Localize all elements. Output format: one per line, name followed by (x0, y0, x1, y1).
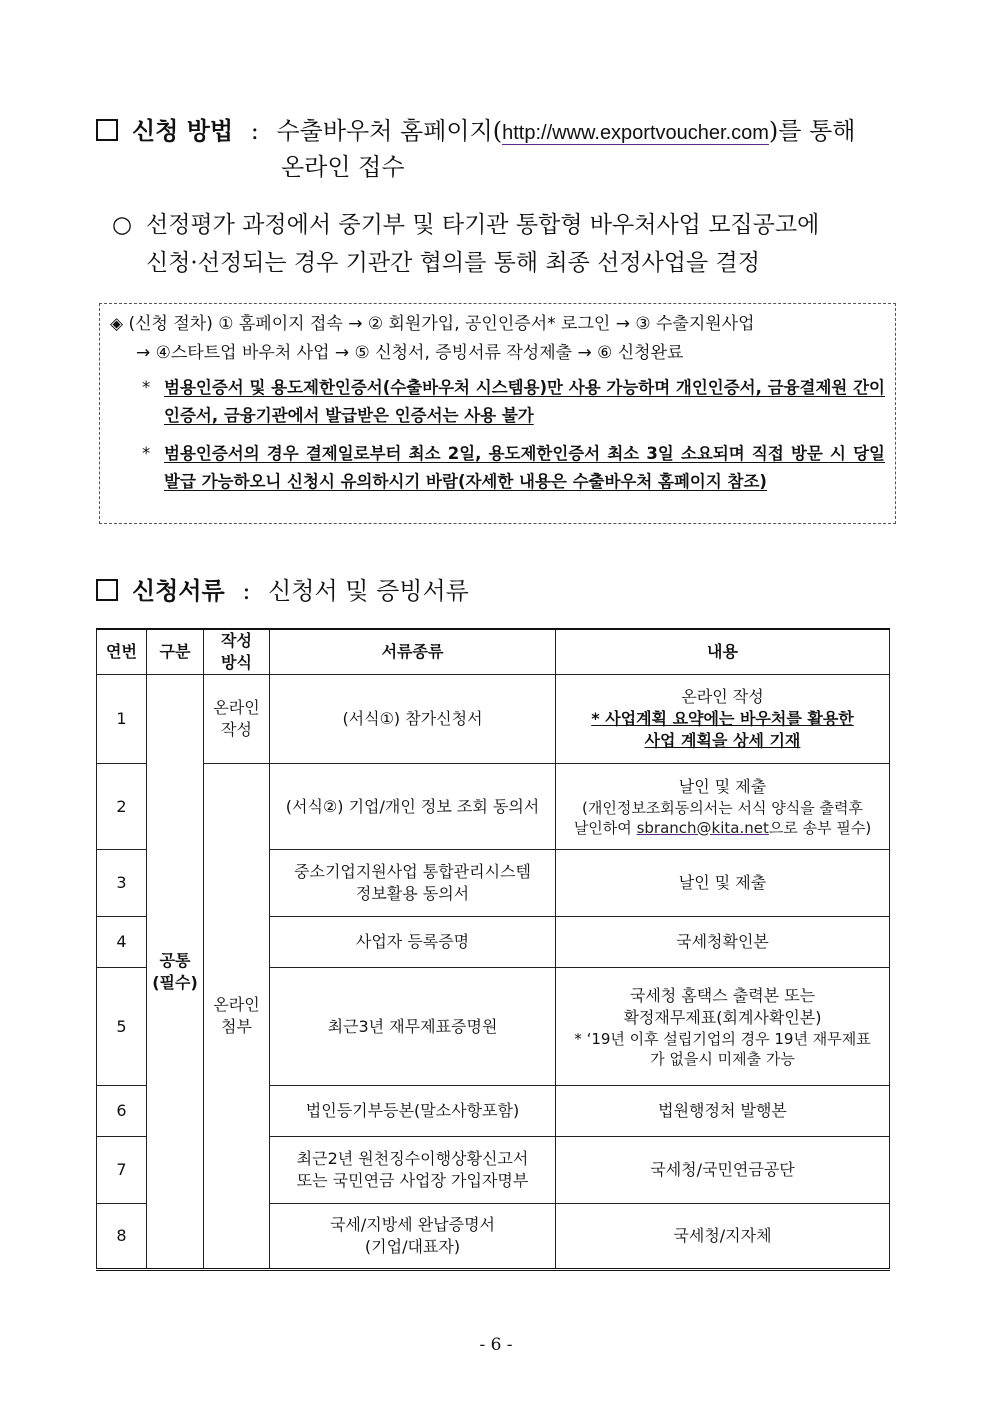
doc-name: 최근3년 재무제표증명원 (270, 968, 556, 1086)
procedure-box (99, 303, 896, 524)
doc-content: 국세청/지자체 (556, 1204, 890, 1270)
header-doc-type: 서류종류 (270, 629, 556, 675)
doc-content: 국세청 홈택스 출력본 또는 확정재무제표(회계사확인본) * ‘19년 이후 설립기업의 경우 19년 재무제표가 없을시 미제출 가능 (556, 968, 890, 1086)
doc-name: 최근2년 원천징수이행상황신고서 또는 국민연금 사업장 가입자명부 (270, 1137, 556, 1204)
doc-content: 온라인 작성 * 사업계획 요약에는 바우처를 활용한 사업 계획을 상세 기재 (556, 675, 890, 764)
selection-note-line1: 선정평가 과정에서 중기부 및 타기관 통합형 바우처사업 모집공고에 (146, 212, 820, 238)
certificate-note-1 (110, 374, 885, 430)
doc-content: 국세청/국민연금공단 (556, 1137, 890, 1204)
section-title: 신청 방법 (132, 116, 234, 145)
certificate-note-2-text: 범용인증서의 경우 결제일로부터 최소 2일, 용도제한인증서 최소 3일 소요되며 직접 방문 시 당일 발급 가능하오니 신청시 유의하시기 바람(자세한 내용은 수출바우처 홈페이지 참조) (164, 444, 885, 491)
row-no: 7 (97, 1137, 147, 1204)
separator: : (250, 117, 259, 145)
doc-name: 중소기업지원사업 통합관리시스템 정보활용 동의서 (270, 850, 556, 917)
doc-content: 날인 및 제출 (개인정보조회동의서는 서식 양식을 출력후 날인하여 sbranch@kita.net으로 송부 필수) (556, 764, 890, 850)
doc-name: 법인등기부등본(말소사항포함) (270, 1086, 556, 1137)
row-no: 4 (97, 917, 147, 968)
header-no: 연번 (97, 629, 147, 675)
section-documents (96, 572, 469, 610)
method-text-after: )를 통해 (768, 117, 856, 145)
table-header-row (97, 629, 890, 675)
section-application-method (96, 112, 855, 152)
square-bullet-icon (96, 119, 118, 141)
documents-table (96, 628, 890, 1271)
square-bullet-icon (96, 579, 118, 601)
doc-content: 법원행정처 발행본 (556, 1086, 890, 1137)
procedure-line2: → ④스타트업 바우처 사업 → ⑤ 신청서, 증빙서류 작성제출 → ⑥ 신청완료 (136, 343, 684, 363)
selection-note (112, 206, 896, 282)
page-number: - 6 - (479, 1335, 513, 1355)
doc-name: (서식①) 참가신청서 (270, 675, 556, 764)
documents-text: 신청서 및 증빙서류 (268, 577, 469, 605)
row-no: 1 (97, 675, 147, 764)
header-category: 구분 (147, 629, 204, 675)
header-method: 작성 방식 (204, 629, 270, 675)
asterisk: * (142, 444, 151, 463)
method-online-attach: 온라인 첨부 (204, 764, 270, 1270)
method-line2: 온라인 접수 (281, 153, 405, 181)
doc-name: 국세/지방세 완납증명서 (기업/대표자) (270, 1204, 556, 1270)
asterisk: * (142, 378, 151, 397)
row-no: 6 (97, 1086, 147, 1137)
row-no: 3 (97, 850, 147, 917)
row-no: 8 (97, 1204, 147, 1270)
separator: : (242, 577, 251, 605)
header-content: 내용 (556, 629, 890, 675)
category-cell: 공통 (필수) (147, 675, 204, 1270)
doc-name: 사업자 등록증명 (270, 917, 556, 968)
selection-note-line2: 신청·선정되는 경우 기관간 협의를 통해 최종 선정사업을 결정 (146, 250, 760, 276)
certificate-note-1-text: 범용인증서 및 용도제한인증서(수출바우처 시스템용)만 사용 가능하며 개인인증서, 금융결제원 간이인증서, 금융기관에서 발급받은 인증서는 사용 불가 (164, 378, 885, 425)
method-online-write: 온라인 작성 (204, 675, 270, 764)
row-no: 5 (97, 968, 147, 1086)
circle-bullet-icon: ○ (112, 212, 133, 238)
homepage-link[interactable]: http://www.exportvoucher.com (502, 122, 769, 144)
table-row (97, 675, 890, 764)
doc-content: 날인 및 제출 (556, 850, 890, 917)
method-text-before: 수출바우처 홈페이지( (276, 117, 503, 145)
email-link[interactable]: sbranch@kita.net (636, 818, 769, 837)
certificate-note-2 (110, 440, 885, 496)
section-title: 신청서류 (132, 576, 225, 605)
doc-name: (서식②) 기업/개인 정보 조회 동의서 (270, 764, 556, 850)
section-application-method-line2 (281, 148, 405, 186)
table-row (97, 764, 890, 850)
procedure-line1: ◈ (신청 절차) ① 홈페이지 접속 → ② 회원가입, 공인인증서* 로그인 → ③ 수출지원사업 (110, 314, 755, 334)
doc-content: 국세청확인본 (556, 917, 890, 968)
row-no: 2 (97, 764, 147, 850)
